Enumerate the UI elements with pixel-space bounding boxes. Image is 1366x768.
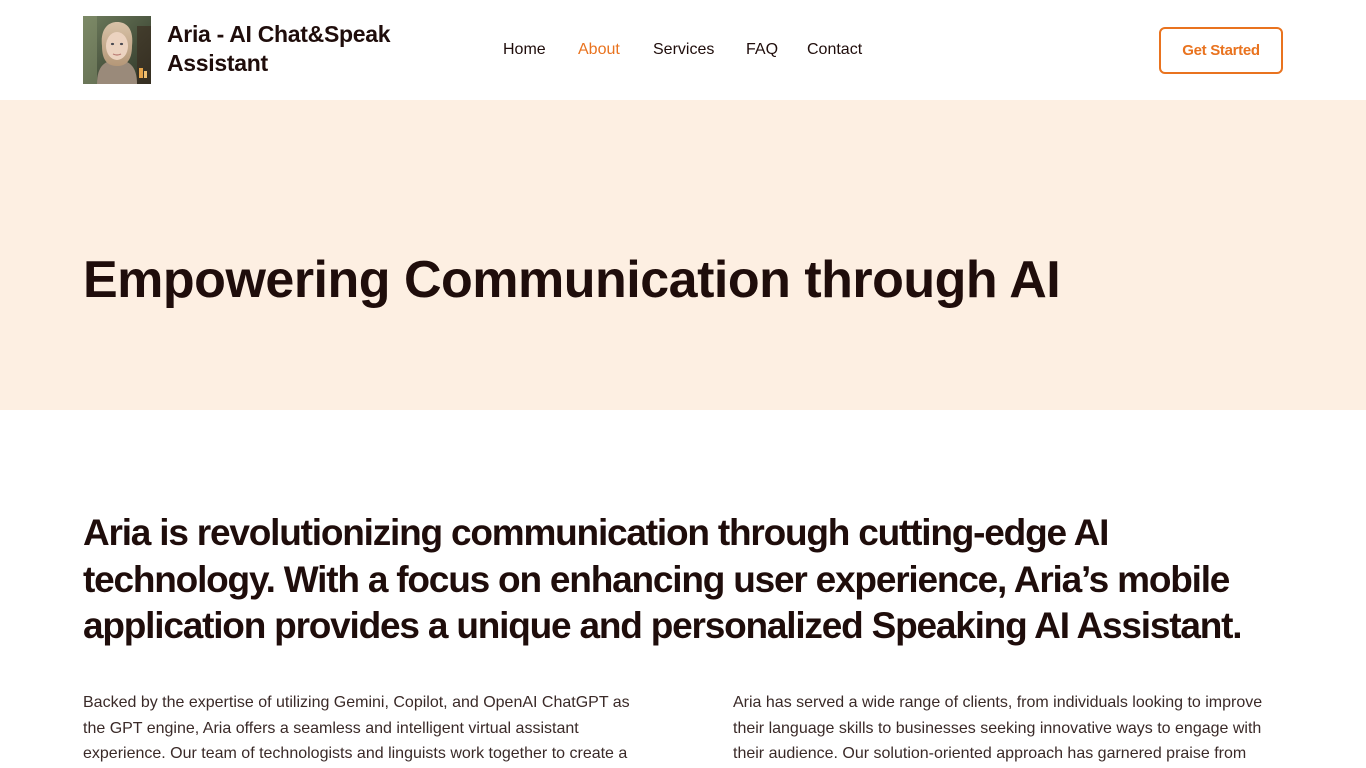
site-header [0, 0, 1366, 100]
nav-contact[interactable]: Contact [807, 41, 863, 58]
logo-image[interactable] [83, 16, 151, 84]
about-paragraph-right: Aria has served a wide range of clients, from individuals looking to improve their language skills to businesses seeking innovative ways to engage with their audience. Our solution-oriented approach has garnered praise from [733, 694, 1263, 762]
about-paragraph-left: Backed by the expertise of utilizing Gemini, Copilot, and OpenAI ChatGPT as the GPT engine, Aria offers a seamless and intelligent virtual assistant experience. Our team of technologists and linguists work together to create a [83, 694, 630, 762]
nav-home[interactable]: Home [503, 41, 546, 58]
hero-banner [0, 100, 1366, 410]
nav-faq[interactable]: FAQ [746, 41, 779, 58]
avatar-portrait [83, 16, 151, 84]
nav-about[interactable]: About [578, 41, 620, 58]
nav-services[interactable]: Services [653, 41, 715, 58]
page-title: Empowering Communication through AI [83, 251, 1061, 309]
about-intro-heading: Aria is revolutionizing communication through cutting-edge AI technology. With a focus on enhancing user experience, Aria’s mobile application provides a unique and personalized Speaking AI Assistant. [83, 512, 1242, 646]
get-started-button[interactable]: Get Started [1159, 27, 1283, 74]
brand-name[interactable]: Aria - AI Chat&Speak Assistant [167, 21, 391, 76]
